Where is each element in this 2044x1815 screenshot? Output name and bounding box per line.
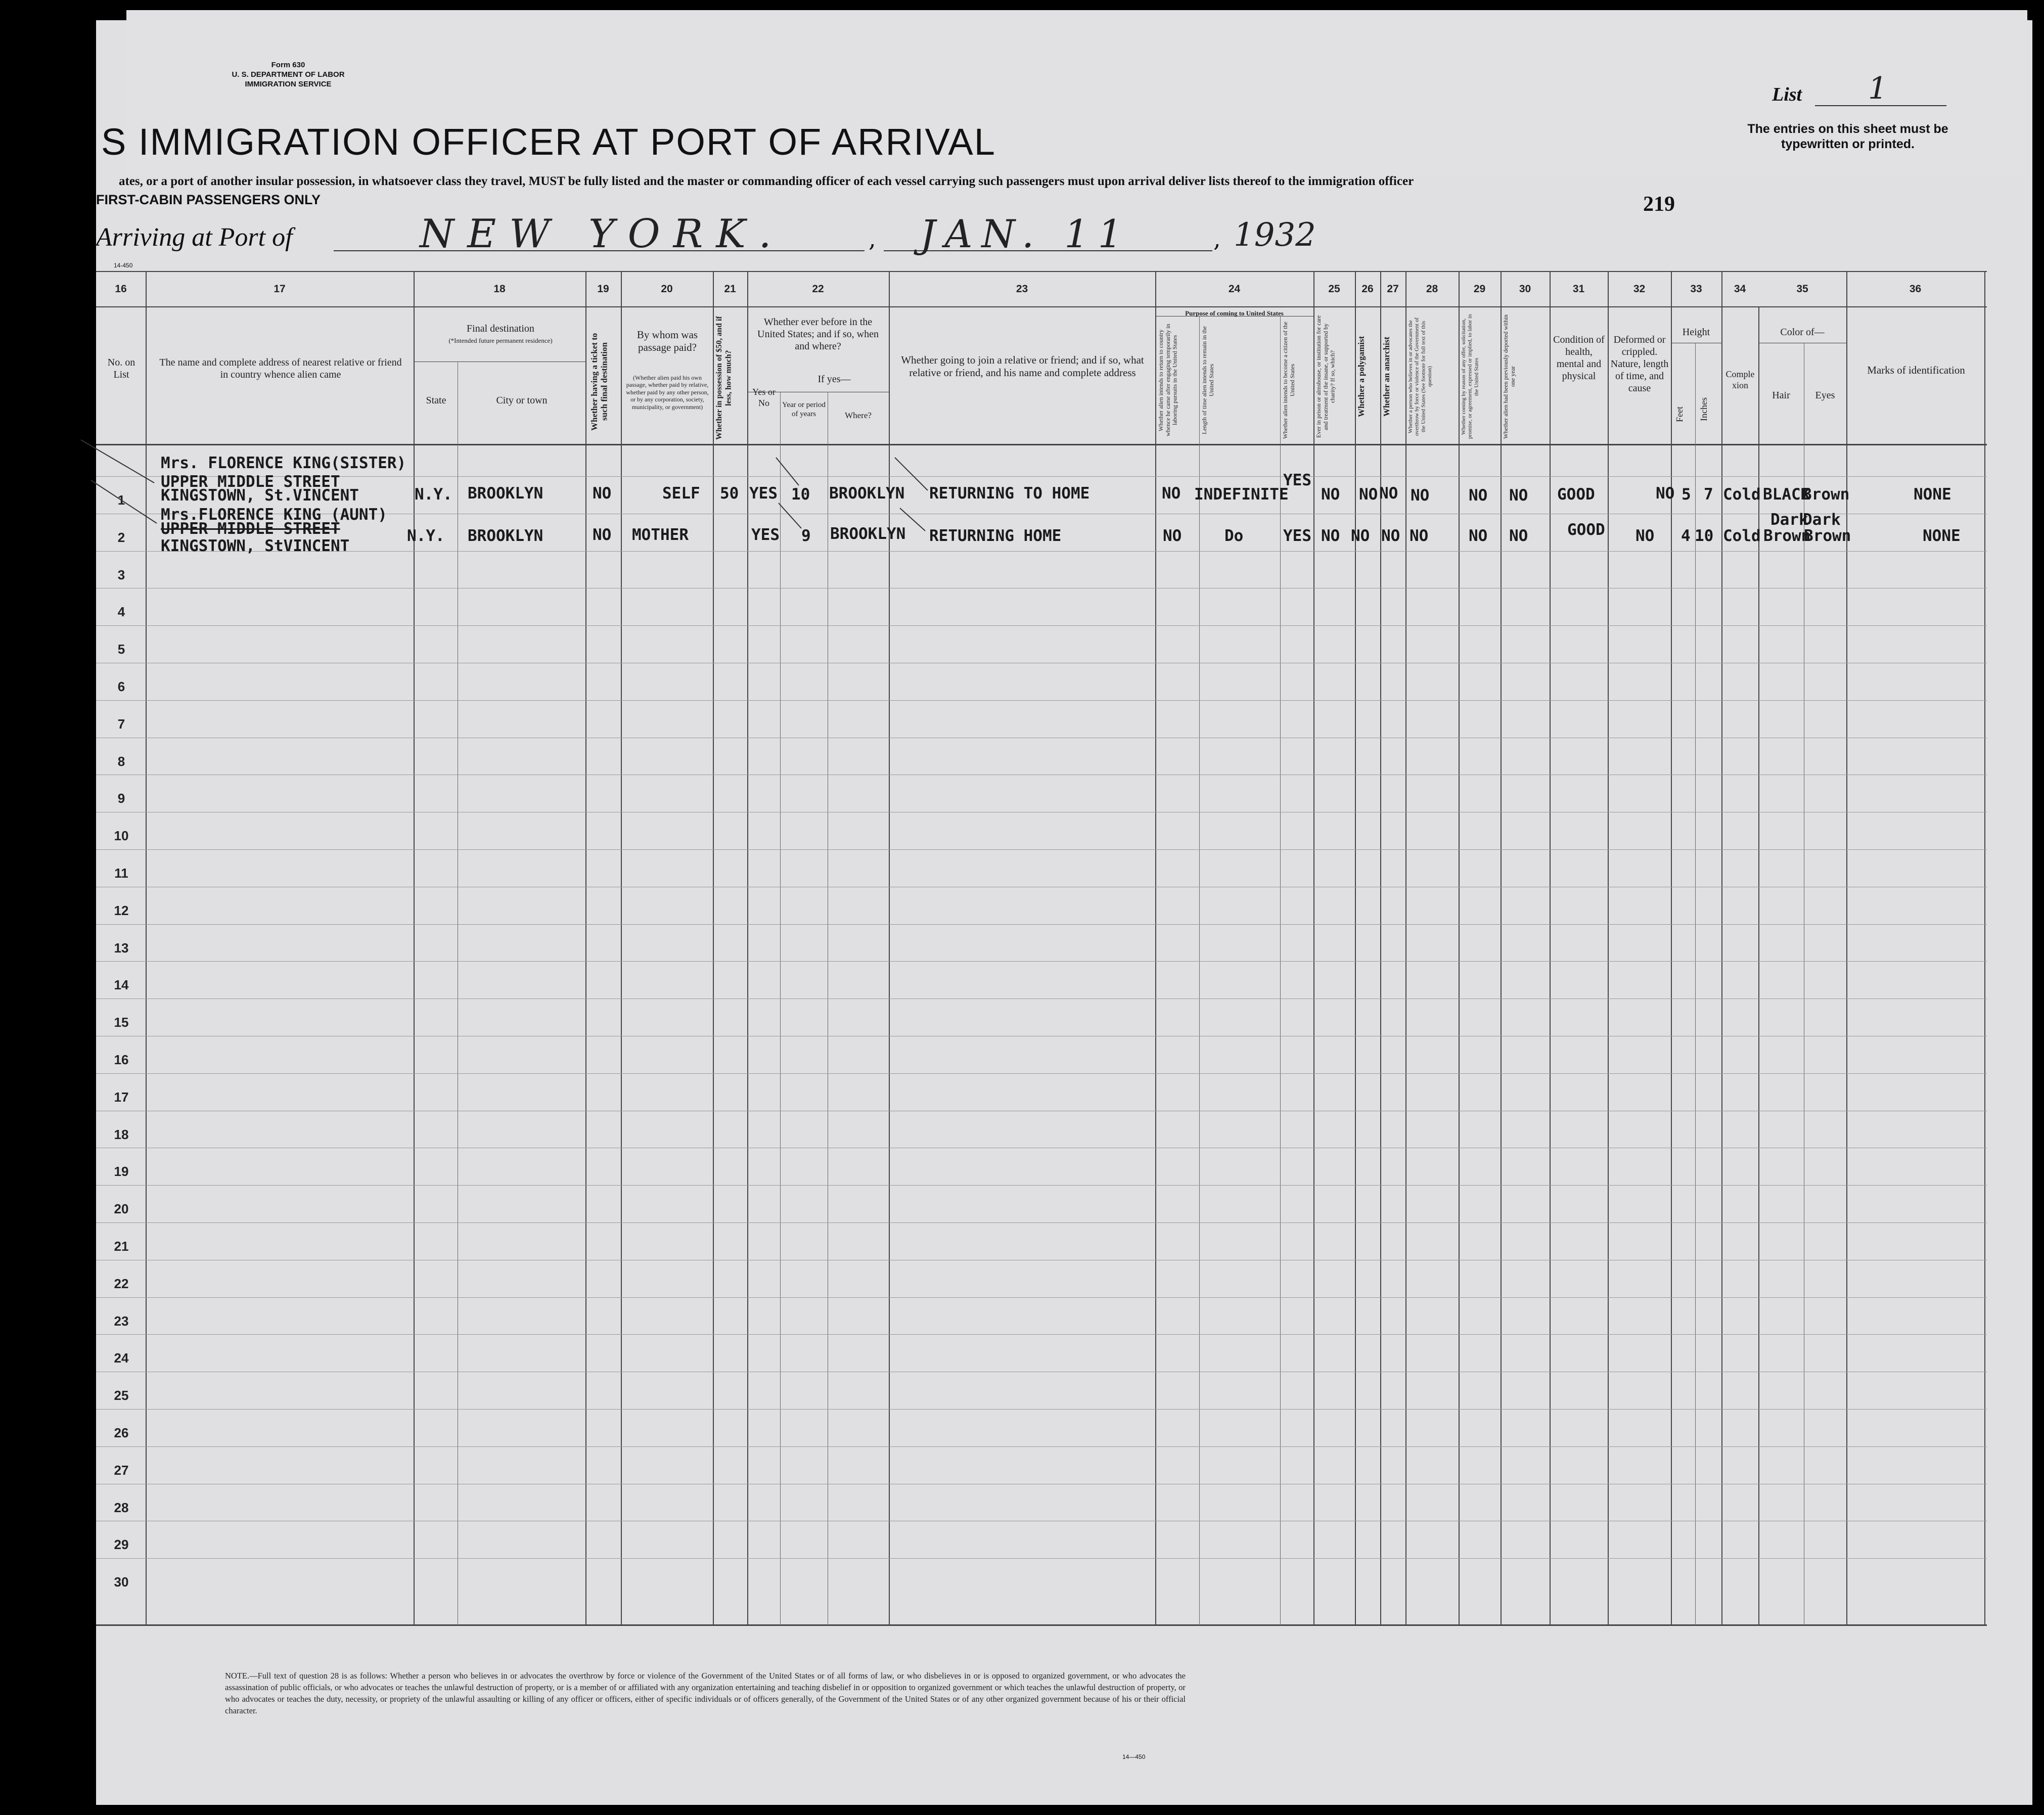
header-money: Whether in possession of $50, and if less, how much? [715, 316, 733, 440]
been-before: YES [751, 526, 780, 544]
column-number: 19 [597, 283, 609, 295]
labor-offer-answer: NO [1469, 527, 1488, 545]
header-prison: Ever in prison or almshouse, or institution for care and treatment of the insane, or supported by charity? If so, which? [1315, 315, 1336, 438]
department-name: U. S. DEPARTMENT OF LABOR [232, 70, 345, 79]
comma-1: , [869, 225, 876, 252]
row-rule [96, 1073, 1987, 1074]
row-number: 26 [114, 1425, 129, 1440]
header-hair: Hair [1772, 390, 1790, 401]
header-height: Height [1682, 327, 1710, 338]
col-divider [1459, 271, 1460, 1626]
col-divider [1608, 271, 1609, 1626]
subheader-rule [414, 361, 585, 362]
col-divider [1721, 271, 1722, 1626]
header-relative-address: The name and complete address of nearest relative or friend in country whence alien came [159, 357, 402, 380]
where-before: BROOKLYN [830, 525, 906, 543]
form-subtitle: ates, or a port of another insular possession, in whatsoever class they travel, MUST be fully listed and the master or commanding officer of each vessel carrying such passengers must upon arrival deliver lists thereof to the immigration officer [119, 174, 1414, 188]
row-number: 18 [114, 1127, 129, 1142]
row-number: 17 [114, 1090, 129, 1105]
column-number: 23 [1016, 283, 1028, 295]
header-ticket: Whether having a ticket to such final destination [589, 333, 609, 431]
column-number: 30 [1519, 283, 1531, 295]
header-complexion: Complexion [1725, 369, 1755, 390]
header-color: Color of— [1780, 327, 1825, 338]
binder-hole [44, 665, 71, 691]
header-city: City or town [496, 395, 548, 406]
subcol-divider [780, 392, 781, 1625]
eye-shade: Dark [1803, 511, 1841, 529]
years-before: 10 [791, 485, 810, 504]
relative-town: KINGSTOWN, St.VINCENT [161, 486, 359, 505]
header-final-destination-note: (*Intended future permanent residence) [448, 337, 553, 344]
complexion: Cold [1723, 485, 1761, 504]
relative-name: Mrs. FLORENCE KING(SISTER) [161, 454, 406, 472]
table-top-rule [96, 271, 1987, 272]
sheet-number: 219 [1643, 193, 1675, 216]
service-name: IMMIGRATION SERVICE [245, 79, 332, 88]
row-number: 7 [117, 716, 125, 732]
passenger-class: FIRST-CABIN PASSENGERS ONLY [96, 192, 321, 207]
header-health: Condition of health, mental and physical [1553, 334, 1605, 382]
row-number: 23 [114, 1313, 129, 1329]
header-state: State [426, 395, 446, 406]
column-number: 34 [1734, 283, 1746, 295]
header-length-of-stay: Length of time alien intends to remain in the United States [1201, 326, 1215, 434]
height-feet: 4 [1681, 527, 1691, 545]
citizen-intent: YES [1283, 471, 1311, 489]
form-code-small: 14-450 [114, 262, 133, 269]
hair-color: Brown [1763, 527, 1811, 545]
prison-answer: NO [1321, 527, 1340, 545]
polygamist-answer: NO [1351, 527, 1370, 545]
arrival-year: 1932 [1234, 216, 1316, 254]
row-number: 10 [114, 828, 129, 843]
row-rule [96, 1334, 1987, 1335]
header-return-intent: Whether alien intends to return to country whence he came after engaging temporarily in laboring pursuits in the United States [1157, 324, 1178, 437]
height-inches: 7 [1704, 485, 1713, 504]
return-intent: NO [1163, 527, 1182, 545]
overthrow-answer: NO [1411, 486, 1430, 505]
header-passage-paid: By whom was passage paid? [637, 329, 698, 354]
binder-hole [44, 1552, 71, 1578]
col-divider [1405, 271, 1406, 1626]
col-divider [1380, 271, 1381, 1626]
money-amount: 50 [720, 484, 739, 503]
row-rule [96, 551, 1987, 552]
col-divider [1846, 271, 1847, 1626]
header-number-rule [96, 306, 1987, 307]
arrival-date: JAN. 11 [920, 211, 1132, 256]
deported-answer: NO [1509, 527, 1528, 545]
polygamist-answer: NO [1359, 485, 1378, 504]
row-number: 12 [114, 903, 129, 918]
row-number: 1 [117, 492, 125, 508]
ticket-answer: NO [593, 484, 612, 503]
row-number: 16 [114, 1052, 129, 1067]
header-yes-no: Yes or No [752, 387, 776, 408]
row-number: 20 [114, 1201, 129, 1216]
row-number: 9 [117, 791, 125, 806]
joining-relative: RETURNING TO HOME [929, 484, 1090, 503]
relative-street: UPPER MIDDLE STREET [161, 520, 340, 538]
form-number: Form 630 [271, 61, 305, 69]
row-rule [96, 1446, 1987, 1447]
column-number: 28 [1426, 283, 1438, 295]
column-number: 16 [115, 283, 127, 295]
column-number: 36 [1909, 283, 1922, 295]
column-number: 24 [1228, 283, 1241, 295]
row-number: 24 [114, 1350, 129, 1366]
hair-color: BLACK [1763, 485, 1810, 504]
column-number: 32 [1633, 283, 1646, 295]
row-number: 13 [114, 940, 129, 956]
col-divider [1155, 271, 1156, 1626]
row-number: 27 [114, 1463, 129, 1478]
binder-hole [44, 592, 71, 618]
column-number: 29 [1473, 283, 1486, 295]
row-number: 28 [114, 1500, 129, 1515]
row-rule [96, 1222, 1987, 1223]
column-number: 26 [1361, 283, 1374, 295]
col-divider [1313, 271, 1314, 1626]
col-divider [1671, 271, 1672, 1626]
passage-paid-by: MOTHER [632, 526, 689, 544]
header-labor-offer: Whether coming by reason of any offer, solicitation, promise, or agreement, expressed or implied, to labor in the United States [1461, 314, 1480, 439]
eye-color: Brown [1802, 485, 1850, 504]
header-ever-before: Whether ever before in the United States; and if so, when and where? [757, 316, 879, 352]
row-rule [96, 1558, 1987, 1559]
column-number: 25 [1328, 283, 1340, 295]
relative-street: UPPER MIDDLE STREET [161, 473, 340, 491]
row-rule [96, 1185, 1987, 1186]
destination-state: N.Y. [415, 485, 452, 504]
header-deported: Whether alien had been previously deported within one year [1502, 314, 1516, 439]
arriving-label: Arriving at Port of [96, 223, 293, 252]
row-number: 14 [114, 977, 129, 992]
been-before: YES [749, 484, 778, 503]
header-years: Year or period of years [782, 401, 826, 418]
header-passage-note: (Whether alien paid his own passage, whether paid by relative, whether paid by any other person, or by any corporation, society, municipality, or government) [626, 374, 709, 411]
form-title: S IMMIGRATION OFFICER AT PORT OF ARRIVAL [101, 121, 996, 163]
binder-hole [44, 1140, 71, 1166]
row-rule [96, 849, 1987, 850]
overthrow-answer: NO [1410, 527, 1429, 545]
row-number: 30 [114, 1574, 129, 1590]
col-divider [1550, 271, 1551, 1626]
health-condition: GOOD [1567, 521, 1605, 539]
deformed-answer: NO [1656, 484, 1675, 503]
column-number: 18 [493, 283, 506, 295]
port-name: NEW YORK. [420, 211, 785, 257]
pen-check-marks [71, 435, 956, 546]
row-number: 22 [114, 1276, 129, 1291]
header-final-destination: Final destination [467, 323, 534, 334]
eye-color: Brown [1804, 527, 1851, 545]
header-inches: Inches [1699, 397, 1709, 422]
header-no-on-list: No. on List [107, 357, 135, 380]
anarchist-answer: NO [1381, 527, 1400, 545]
binder-hole [44, 1216, 71, 1242]
row-number: 29 [114, 1537, 129, 1552]
row-number: 8 [117, 754, 125, 769]
col-divider [1501, 271, 1502, 1626]
typewritten-instructions: The entries on this sheet must be typewritten or printed. [1747, 122, 1948, 151]
ticket-answer: NO [593, 526, 612, 544]
deported-answer: NO [1509, 486, 1528, 505]
comma-2: , [1213, 225, 1221, 252]
row-rule [96, 924, 1987, 925]
column-number: 33 [1690, 283, 1702, 295]
list-number: 1 [1868, 71, 1888, 106]
labor-offer-answer: NO [1469, 486, 1488, 505]
destination-city: BROOKLYN [468, 527, 543, 545]
binder-hole [44, 1471, 71, 1498]
header-polygamist: Whether a polygamist [1356, 336, 1366, 418]
col-divider [1758, 306, 1759, 1626]
column-number: 20 [661, 283, 673, 295]
footnote: NOTE.—Full text of question 28 is as follows: Whether a person who believes in or advocates the overthrow by force or violence of the Government of the United States or of all forms of law, or who disbelieves in or is opposed to organized government, or who advocates the assassination of public officials, or who advocates or teaches the unlawful destruction of property, or is a member of or affiliated with any organization entertaining and teaching disbelief in or opposition to organized government or which teaches the unlawful destruction of property, or who advocates or teaches the duty, necessity, or propriety of the unlawful assaulting or killing of any officer or officers, either of specific individuals or of officers generally, of the Government of the United States or of any other organized government because of his or their official character. [225, 1671, 1186, 1716]
header-deformed: Deformed or crippled. Nature, length of time, and cause [1610, 334, 1669, 394]
years-before: 9 [801, 527, 811, 545]
row-number: 4 [117, 604, 125, 619]
column-number: 35 [1796, 283, 1808, 295]
header-anarchist: Whether an anarchist [1382, 336, 1391, 417]
subcol-divider [1280, 316, 1281, 1625]
hair-shade: Dark [1770, 511, 1808, 529]
relative-name: Mrs.FLORENCE KING (AUNT) [161, 506, 387, 524]
col-divider [1984, 271, 1985, 1626]
subcol-divider [1199, 316, 1200, 1625]
health-condition: GOOD [1557, 485, 1595, 504]
binder-hole [44, 258, 71, 284]
row-number: 2 [117, 530, 125, 545]
joining-relative: RETURNING HOME [929, 527, 1062, 545]
header-if-yes: If yes— [817, 374, 851, 385]
row-number: 6 [117, 679, 125, 694]
column-number: 27 [1387, 283, 1399, 295]
column-number: 21 [724, 283, 736, 295]
binder-hole [44, 336, 71, 362]
citizen-intent: YES [1283, 527, 1311, 545]
header-purpose: Purpose of coming to United States [1185, 309, 1284, 317]
header-citizen-intent: Whether alien intends to become a citizen of the United States [1282, 322, 1296, 439]
row-number: 15 [114, 1015, 129, 1030]
column-number: 17 [274, 283, 286, 295]
form-masthead [152, 61, 425, 89]
header-eyes: Eyes [1815, 390, 1835, 401]
relative-town: KINGSTOWN, StVINCENT [161, 537, 350, 555]
header-where: Where? [845, 411, 872, 420]
header-marks: Marks of identification [1867, 364, 1965, 376]
where-before: BROOKLYN [829, 484, 905, 503]
height-inches: 10 [1695, 527, 1714, 545]
row-rule [96, 1409, 1987, 1410]
column-number: 22 [812, 283, 824, 295]
row-number: 25 [114, 1388, 129, 1403]
header-feet: Feet [1674, 406, 1685, 423]
row-number: 21 [114, 1239, 129, 1254]
header-overthrow: Whether a person who believes in or advocates the overthrow by force or violence of the Government of the United States (See footnote for full text of this question) [1407, 317, 1433, 436]
row-rule [96, 700, 1987, 701]
length-of-stay: Do [1224, 527, 1244, 545]
complexion: Cold [1723, 527, 1761, 545]
row-number: 11 [114, 866, 128, 881]
prison-answer: NO [1321, 485, 1340, 504]
row-number: 5 [117, 642, 125, 657]
height-feet: 5 [1682, 485, 1691, 504]
identification-marks: NONE [1914, 485, 1951, 504]
header-joining: Whether going to join a relative or friend; and if so, what relative or friend, and his name and complete address [901, 354, 1144, 379]
row-rule [96, 961, 1987, 962]
return-intent: NO [1162, 484, 1181, 503]
destination-city: BROOKLYN [468, 484, 543, 503]
table-bottom-rule [96, 1624, 1987, 1626]
col-divider [1355, 271, 1356, 1626]
footer-form-code: 14—450 [1122, 1753, 1146, 1760]
identification-marks: NONE [1923, 527, 1961, 545]
row-rule [96, 1297, 1987, 1298]
row-rule [96, 625, 1987, 626]
list-label: List [1772, 84, 1802, 105]
anarchist-answer: NO [1379, 484, 1398, 503]
passage-paid-by: SELF [662, 484, 700, 503]
length-of-stay: INDEFINITE [1194, 485, 1289, 504]
row-number: 19 [114, 1164, 129, 1179]
deformed-answer: NO [1636, 527, 1655, 545]
column-number: 31 [1572, 283, 1585, 295]
row-number: 3 [117, 567, 125, 582]
destination-state: N.Y. [407, 527, 445, 545]
